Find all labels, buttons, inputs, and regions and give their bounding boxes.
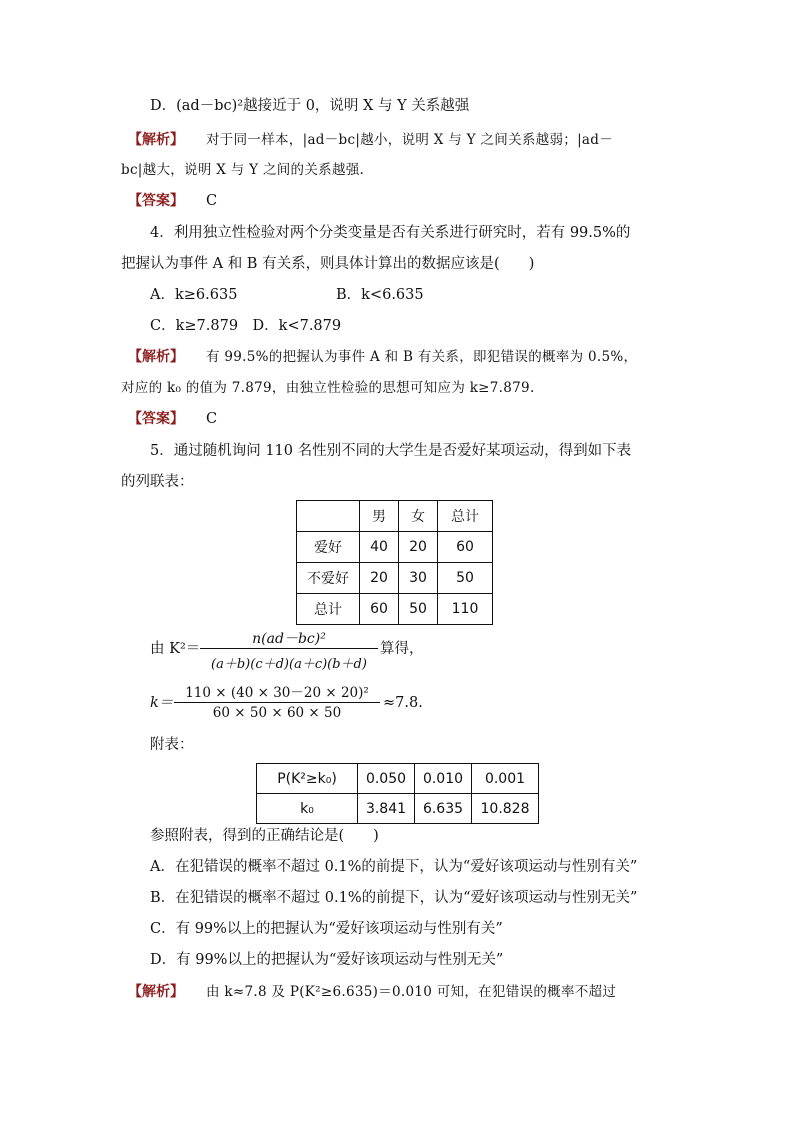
contingency-header-cell: 女 (399, 501, 438, 532)
q3-answer-value: C (206, 193, 218, 209)
contingency-header-cell (297, 501, 360, 532)
appendix-cell: 10.828 (472, 794, 539, 824)
q3-analysis-text-1: 对于同一样本，|ad－bc|越小，说明 X 与 Y 之间关系越弱；|ad－ (206, 132, 614, 148)
contingency-cell: 不爱好 (297, 563, 360, 594)
contingency-cell: 50 (399, 594, 438, 625)
k2-formula-denominator: (a＋b)(c＋d)(a＋c)(b＋d) (211, 657, 367, 672)
appendix-table (256, 763, 539, 824)
q4-stem-line-1: 4．利用独立性检验对两个分类变量是否有关系进行研究时，若有 99.5%的 (150, 225, 631, 241)
appendix-cell: 6.635 (415, 794, 472, 824)
contingency-row (297, 594, 493, 625)
q3-option-d: D．(ad－bc)²越接近于 0，说明 X 与 Y 关系越强 (150, 98, 470, 114)
q3-analysis-tag: 【解析】 (128, 132, 184, 148)
q4-option-cd: C．k≥7.879 D．k<7.879 (150, 318, 342, 334)
k-calc-denominator: 60 × 50 × 60 × 50 (212, 705, 342, 721)
q4-option-b: B．k<6.635 (336, 287, 424, 303)
k-calc-fraction-bar (174, 702, 380, 703)
q4-answer-tag: 【答案】 (128, 411, 184, 427)
q5-option-c: C．有 99%以上的把握认为“爱好该项运动与性别有关” (150, 921, 503, 937)
appendix-row (257, 764, 539, 794)
contingency-cell: 总计 (297, 594, 360, 625)
contingency-cell: 60 (360, 594, 399, 625)
q5-stem-line-3: 参照附表，得到的正确结论是( ) (150, 828, 379, 844)
k-calc-prefix: k＝ (150, 695, 174, 711)
contingency-cell: 110 (438, 594, 493, 625)
q3-analysis-line-1 (128, 130, 613, 150)
q4-analysis-line-2: 对应的 k₀ 的值为 7.879，由独立性检验的思想可知应为 k≥7.879. (121, 380, 535, 396)
q4-analysis-text-1: 有 99.5%的把握认为事件 A 和 B 有关系，即犯错误的概率为 0.5%， (206, 349, 638, 365)
contingency-cell: 60 (438, 532, 493, 563)
contingency-cell: 爱好 (297, 532, 360, 563)
appendix-cell: 0.001 (472, 764, 539, 794)
q3-answer (128, 191, 217, 211)
q5-option-d: D．有 99%以上的把握认为“爱好该项运动与性别无关” (150, 952, 504, 968)
appendix-label: 附表： (150, 737, 194, 753)
appendix-cell: P(K²≥k₀) (257, 764, 358, 794)
contingency-header-cell: 男 (360, 501, 399, 532)
contingency-row (297, 563, 493, 594)
contingency-cell: 20 (399, 532, 438, 563)
appendix-cell: 3.841 (358, 794, 415, 824)
k-calc-suffix: ≈7.8. (383, 695, 423, 711)
contingency-row (297, 532, 493, 563)
q4-answer (128, 409, 217, 429)
appendix-cell: k₀ (257, 794, 358, 824)
contingency-cell: 40 (360, 532, 399, 563)
appendix-row (257, 794, 539, 824)
q5-stem-line-2: 的列联表： (121, 474, 194, 490)
k-calc-numerator: 110 × (40 × 30－20 × 20)² (185, 685, 369, 701)
q4-analysis-line-1 (128, 347, 637, 367)
k2-formula-suffix: 算得， (380, 641, 424, 657)
contingency-table (296, 500, 493, 625)
k2-fraction-bar (200, 648, 378, 649)
contingency-header-cell: 总计 (438, 501, 493, 532)
contingency-cell: 50 (438, 563, 493, 594)
k2-formula-numerator: n(ad－bc)² (252, 631, 326, 647)
q5-option-b: B．在犯错误的概率不超过 0.1%的前提下，认为“爱好该项运动与性别无关” (150, 890, 638, 906)
q4-answer-value: C (206, 411, 218, 427)
k2-formula-prefix: 由 K²＝ (150, 641, 201, 657)
appendix-cell: 0.050 (358, 764, 415, 794)
q5-analysis-line-1 (128, 982, 616, 1002)
q5-stem-line-1: 5．通过随机询问 110 名性别不同的大学生是否爱好某项运动，得到如下表 (150, 443, 632, 459)
q4-analysis-tag: 【解析】 (128, 349, 184, 365)
q3-analysis-line-2: bc|越大，说明 X 与 Y 之间的关系越强. (121, 162, 365, 178)
contingency-cell: 20 (360, 563, 399, 594)
q5-analysis-tag: 【解析】 (128, 984, 184, 1000)
q5-analysis-text-1: 由 k≈7.8 及 P(K²≥6.635)＝0.010 可知，在犯错误的概率不超过 (206, 984, 617, 1000)
q5-option-a: A．在犯错误的概率不超过 0.1%的前提下，认为“爱好该项运动与性别有关” (150, 859, 638, 875)
contingency-cell: 30 (399, 563, 438, 594)
q4-stem-line-2: 把握认为事件 A 和 B 有关系，则具体计算出的数据应该是( ) (121, 256, 535, 272)
contingency-header-row (297, 501, 493, 532)
q4-option-a: A．k≥6.635 (150, 287, 238, 303)
appendix-cell: 0.010 (415, 764, 472, 794)
q3-answer-tag: 【答案】 (128, 193, 184, 209)
